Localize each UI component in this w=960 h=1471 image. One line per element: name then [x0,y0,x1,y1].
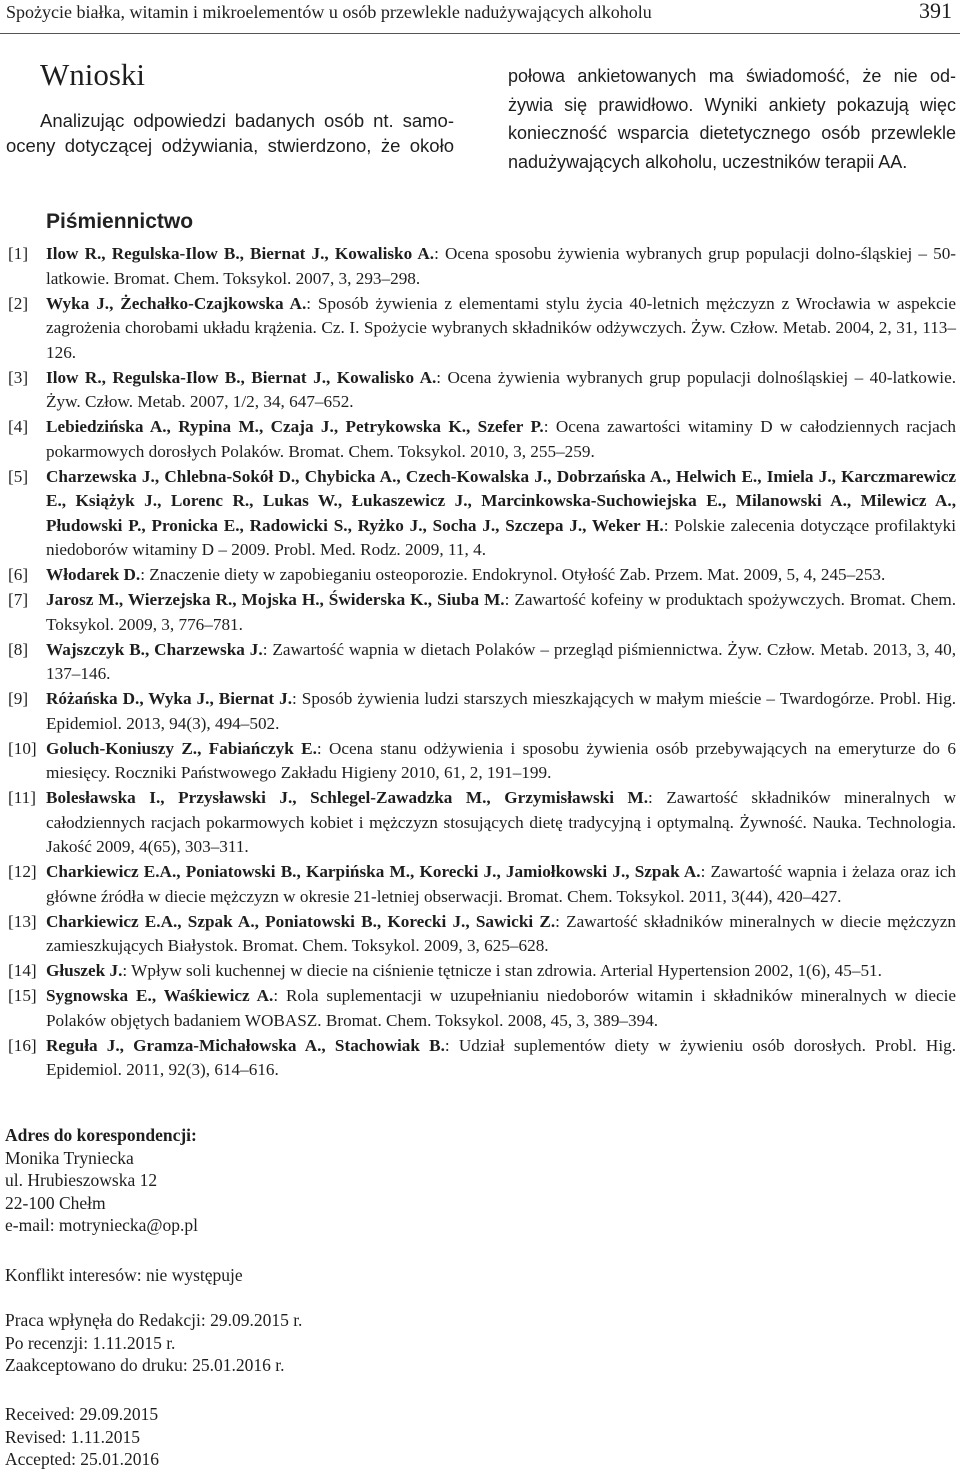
reference-citation: : Zawartość składników mineralnych w diecie mężczyzn zamieszkujących Białystok. Bromat. Chem. Toksykol. 2009, 3, 625–628. [46,911,956,955]
correspondence-line: Monika Tryniecka [5,1147,134,1168]
date-line: Revised: 1.11.2015 [5,1426,140,1447]
reference-number: [6] [8,565,29,584]
reference-item [8,786,956,860]
reference-number: [11] [8,788,36,807]
reference-number: [16] [8,1035,37,1055]
reference-authors: Sygnowska E., Waśkiewicz A. [46,986,274,1005]
conclusions-line: nadużywających alkoholu, uczestników terapii AA. [508,151,908,172]
reference-number: [15] [8,986,37,1005]
reference-citation: : Udział suplementów diety w żywieniu osób dorosłych. Probl. Hig. Epidemiol. 2011, 92(3), 614–616. [46,1035,956,1079]
reference-citation: : Ocena zawartości witaminy D w całodziennych racjach pokarmowych dorosłych Polaków. Bromat. Chem. Toksykol. 2010, 3, 255–259. [46,417,957,461]
reference-item [8,984,956,1033]
date-line: Received: 29.09.2015 [5,1404,159,1424]
reference-number: [8] [8,639,29,659]
reference-authors: Lebiedzińska A., Rypina M., Czaja J., Petrykowska K., Szefer P. [46,417,544,436]
date-line: Praca wpłynęła do Redakcji: 29.09.2015 r. [5,1310,303,1330]
correspondence-line: ul. Hrubieszowska 12 [5,1170,158,1190]
conclusions-text-left [6,108,454,158]
reference-item [8,242,956,291]
reference-citation: : Znaczenie diety w zapobieganiu osteoporozie. Endokrynol. Otyłość Zab. Przem. Mat. 2009, 5, 4, 245–253. [140,565,886,584]
references-list [8,242,956,1083]
reference-authors: Ilow R., Regulska-Ilow B., Biernat J., Kowalisko A. [46,244,435,263]
reference-citation: : Zawartość kofeiny w produktach spożywczych. Bromat. Chem. Toksykol. 2009, 3, 776–781. [46,590,956,634]
reference-authors: Jarosz M., Wierzejska R., Mojska H., Świderska K., Siuba M. [46,590,505,609]
reference-authors: Wajszczyk B., Charzewska J. [46,639,263,659]
reference-number: [1] [8,244,29,263]
reference-item [8,563,956,588]
reference-citation: : Ocena żywienia wybranych grup populacji dolnośląskiej – 40-latkowie. Żyw. Człow. Metab. 2007, 1/2, 34, 647–652. [46,367,956,411]
reference-number: [2] [8,293,29,313]
reference-number: [14] [8,961,37,980]
reference-citation: : Ocena sposobu żywienia wybranych grup populacji dolno-śląskiej – 50-latkowie. Bromat. Chem. Toksykol. 2007, 3, 293–298. [46,244,957,288]
reference-number: [10] [8,738,37,758]
date-line: Accepted: 25.01.2016 [5,1449,160,1469]
reference-item [8,687,956,736]
reference-item [8,292,956,366]
reference-authors: Głuszek J. [46,961,123,980]
reference-number: [5] [8,466,29,486]
reference-authors: Charkiewicz E.A., Poniatowski B., Karpińska M., Korecki J., Jamiołkowski J., Szpak A. [46,862,701,881]
reference-item [8,465,956,563]
conclusions-column-left [6,55,454,158]
reference-item [8,860,956,909]
reference-citation: : Sposób żywienia ludzi starszych mieszkających w małym mieście – Twardogórze. Probl. Hig. Epidemiol. 2013, 94(3), 494–502. [46,689,956,733]
reference-item [8,737,956,786]
reference-number: [13] [8,911,37,931]
reference-authors: Charkiewicz E.A., Szpak A., Poniatowski B., Korecki J., Sawicki Z. [46,911,556,931]
reference-number: [7] [8,590,29,609]
conclusions-line: konieczność wsparcia dietetycznego osób przewlekle [508,123,956,143]
correspondence-heading: Adres do korespondencji: [5,1125,197,1145]
dates-polish [5,1309,302,1377]
reference-item [8,1034,956,1083]
reference-number: [3] [8,367,29,387]
reference-citation: : Zawartość wapnia i żelaza oraz ich główne źródła w diecie mężczyzn w okresie 21-letniej obserwacji. Bromat. Chem. Toksykol. 2011, 3(44), 420–427. [46,862,956,906]
conclusions-line: żywia się prawidłowo. Wyniki ankiety pokazują więc [508,94,956,115]
date-line: Zaakceptowano do druku: 25.01.2016 r. [5,1355,285,1375]
conclusions-line: oceny dotyczącej odżywiania, stwierdzono, że około [6,135,454,156]
reference-authors: Ilow R., Regulska-Ilow B., Biernat J., Kowalisko A. [46,367,437,387]
reference-authors: Różańska D., Wyka J., Biernat J. [46,689,292,708]
reference-number: [9] [8,689,29,708]
reference-number: [4] [8,417,29,436]
reference-citation: : Zawartość składników mineralnych w całodziennych racjach pokarmowych kobiet i mężczyzn stosujących dietę tradycyjną i optymalną. Żywność. Nauka. Technologia. Jakość 2009, 4(65), 303–311. [46,788,956,856]
reference-authors: Bolesławska I., Przysławski J., Schlegel-Zawadzka M., Grzymisławski M. [46,788,649,807]
running-header [0,0,960,34]
reference-item [8,588,956,637]
reference-item [8,415,956,464]
reference-authors: Goluch-Koniuszy Z., Fabiańczyk E. [46,738,317,758]
reference-authors: Reguła J., Gramza-Michałowska A., Stachowiak B. [46,1035,445,1055]
reference-citation: : Ocena stanu odżywienia i sposobu żywienia osób przebywających na emeryturze do 6 miesięcy. Roczniki Państwowego Zakładu Higieny 2010, 61, 2, 191–199. [46,738,956,782]
correspondence-block [5,1124,198,1237]
reference-authors: Wyka J., Żechałko-Czajkowska A. [46,293,307,313]
conclusions-column-right [508,62,956,176]
reference-number: [12] [8,862,37,881]
reference-citation: : Rola suplementacji w uzupełnianiu niedoborów witamin i składników mineralnych w diecie Polaków objętych badaniem WOBASZ. Bromat. Chem. Toksykol. 2008, 45, 3, 389–394. [46,986,957,1030]
conclusions-line: połowa ankietowanych ma świadomość, że nie od- [508,66,956,86]
reference-citation: : Zawartość wapnia w dietach Polaków – przegląd piśmiennictwa. Żyw. Człow. Metab. 2013, 3, 40, 137–146. [46,639,956,683]
reference-item [8,366,956,415]
reference-citation: : Sposób żywienia z elementami stylu życia 40-letnich mężczyzn z Wrocławia w aspekcie zagrożenia chorobami układu krążenia. Cz. I. Spożycie wybranych składników odżywczych. Żyw. Człow. Metab. 2004, 2, 31, 113–126. [46,293,956,362]
date-line: Po recenzji: 1.11.2015 r. [5,1332,176,1353]
reference-authors: Włodarek D. [46,565,141,584]
dates-english [5,1403,159,1471]
reference-item [8,638,956,687]
correspondence-email: e-mail: motryniecka@op.pl [5,1215,199,1235]
references-heading: Piśmiennictwo [46,210,194,233]
reference-authors: Charzewska J., Chlebna-Sokół D., Chybicka A., Czech-Kowalska J., Dobrzańska A., Helwich E., Imiela J., Karczmarewicz E., Książyk J., Lorenc R., Lukas W., Łukaszewicz J., Marcinkowska-Suchowiejska E., Milanowski A., Milewicz A., Płudowski P., Pronicka E., Radowicki S., Ryżko J., Socha J., Szczepa J., Weker H. [46,466,956,535]
reference-item [8,910,956,959]
page-number: 391 [919,0,952,23]
reference-item [8,959,956,984]
conclusions-line: Analizując odpowiedzi badanych osób nt. samo- [40,110,454,131]
running-title: Spożycie białka, witamin i mikroelementów u osób przewlekle nadużywających alkoholu [6,2,652,22]
reference-citation: : Wpływ soli kuchennej w diecie na ciśnienie tętnicze i stan zdrowia. Arterial Hypertension 2002, 1(6), 45–51. [122,961,882,980]
conflict-of-interest: Konflikt interesów: nie występuje [5,1265,243,1285]
correspondence-line: 22-100 Chełm [5,1192,106,1213]
conclusions-heading: Wnioski [40,57,146,92]
reference-citation: : Polskie zalecenia dotyczące profilaktyki niedoborów witaminy D – 2009. Probl. Med. Rodz. 2009, 11, 4. [46,515,956,559]
